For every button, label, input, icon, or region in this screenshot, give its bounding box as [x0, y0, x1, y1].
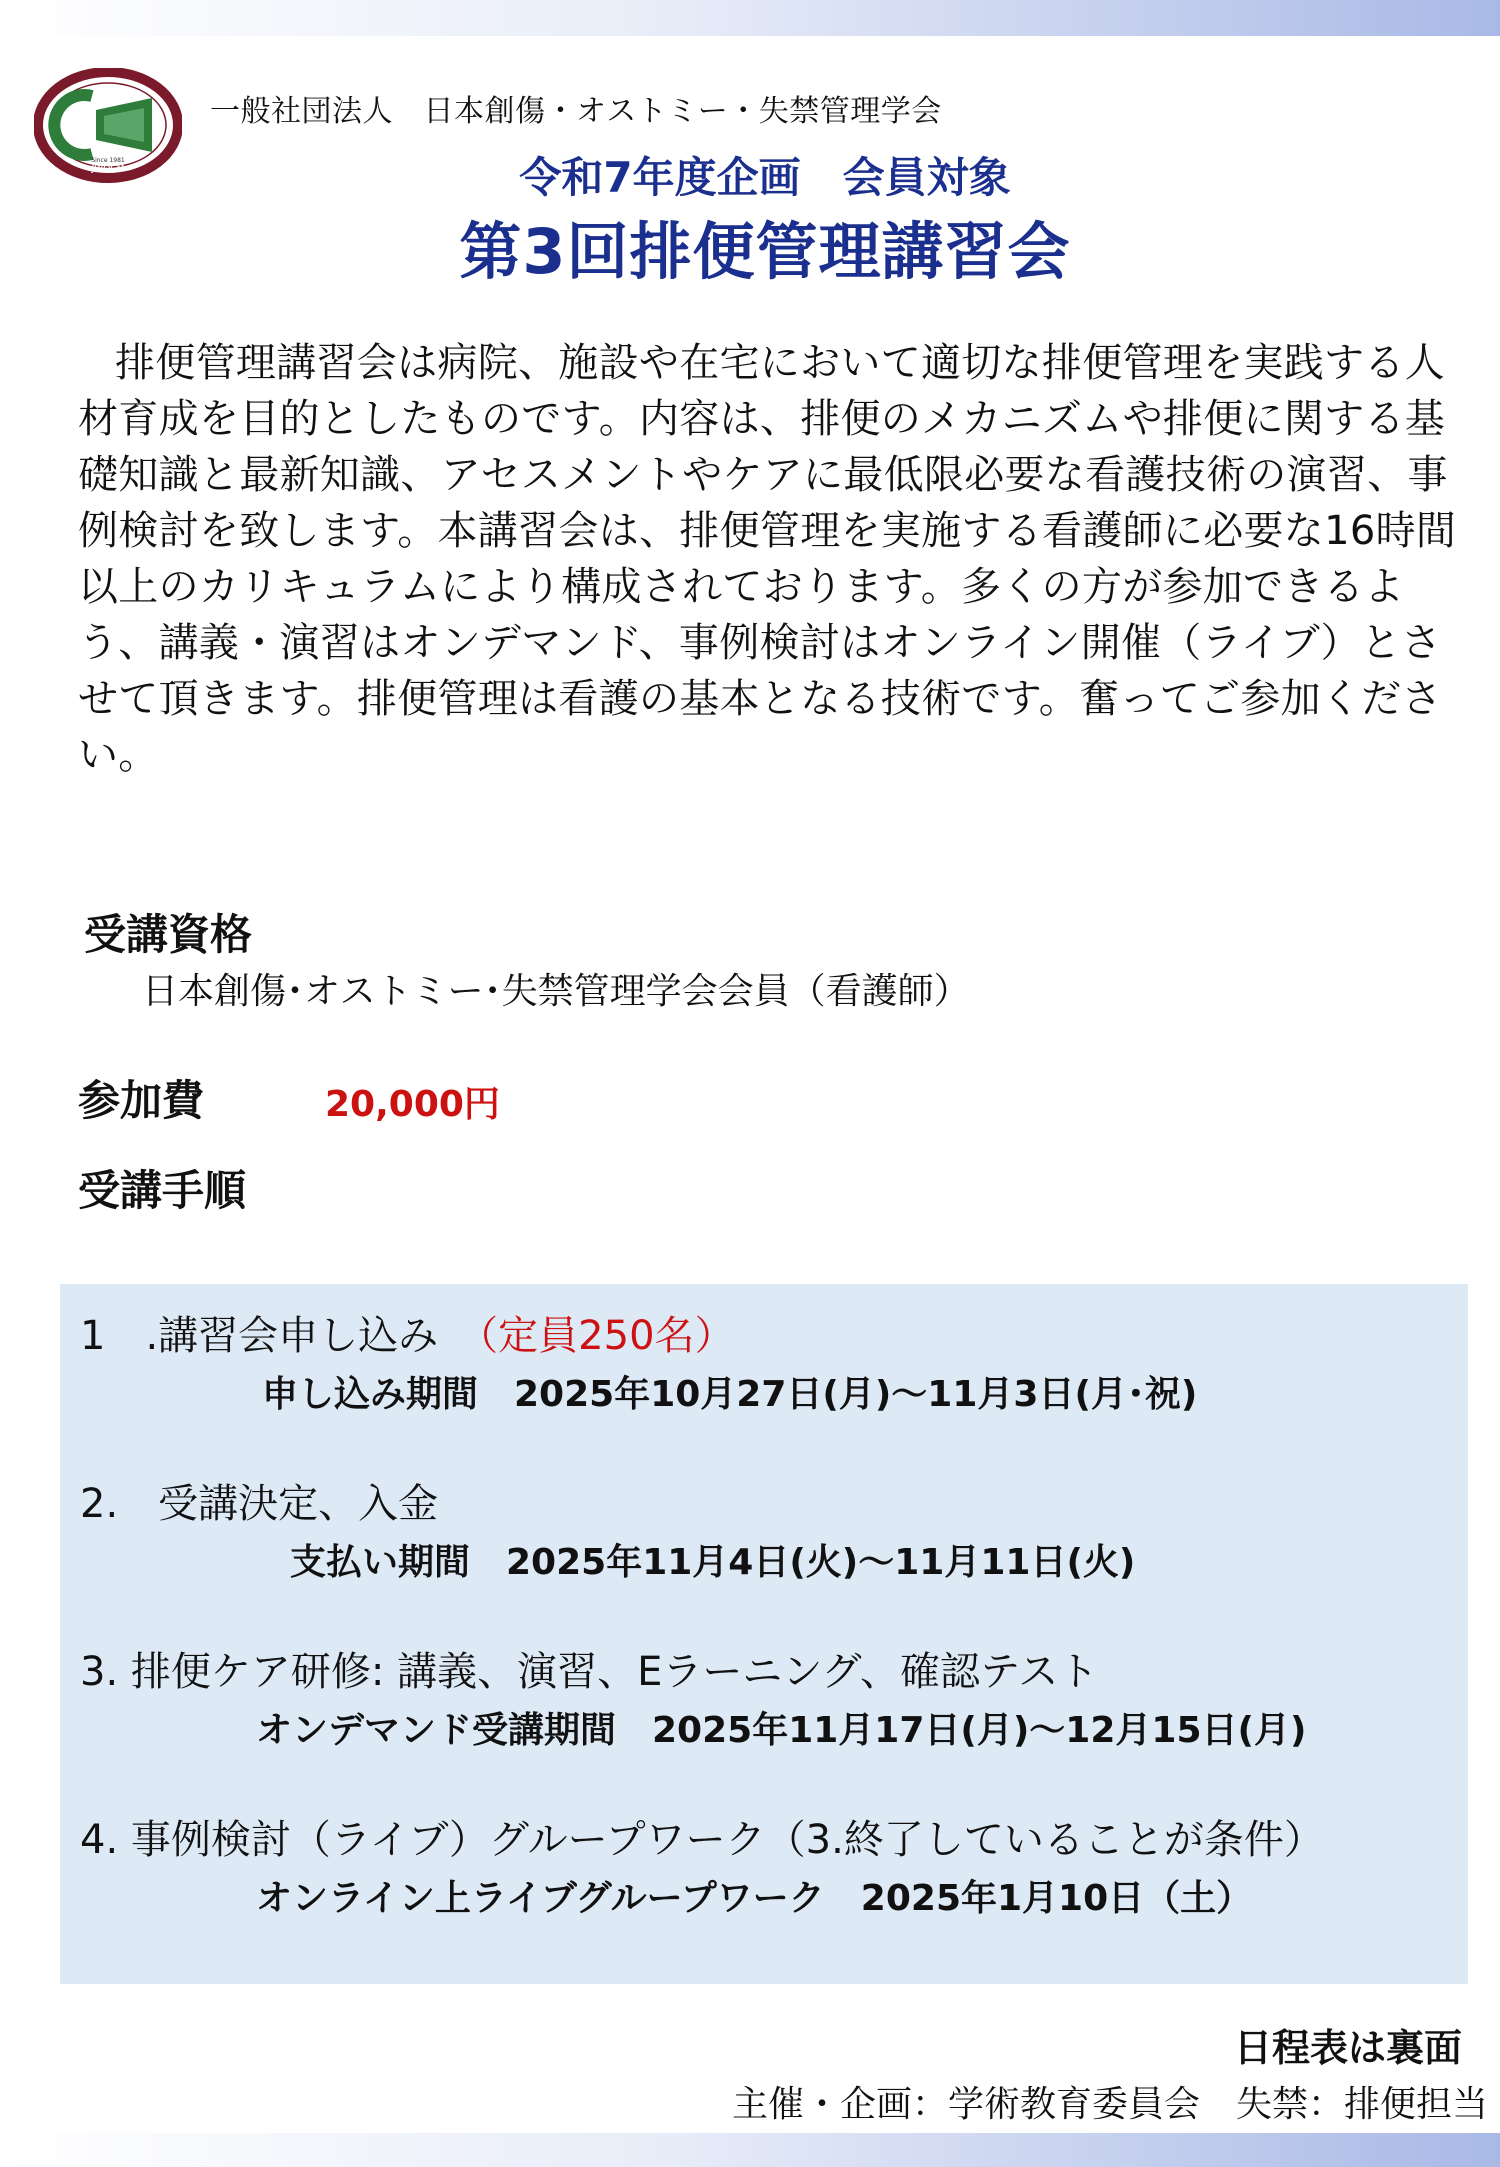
- step-4-label: 4. 事例検討（ライブ）グループワーク（3.終了していることが条件）: [80, 1817, 1324, 1863]
- step-3-period: オンデマンド受講期間 2025年11月17日(月)～12月15日(月): [256, 1710, 1307, 1751]
- logo-since: Since 1981: [91, 157, 125, 164]
- top-gradient-band: [0, 0, 1500, 36]
- step-2-period: 支払い期間 2025年11月4日(火)～11月11日(火): [290, 1542, 1136, 1583]
- event-title: 第3回排便管理講習会: [459, 215, 1071, 288]
- schedule-note: 日程表は裏面: [1233, 2026, 1462, 2070]
- step-4-period: オンライン上ライブグループワーク 2025年1月10日（土）: [256, 1878, 1253, 1919]
- step-1-label: 1 .講習会申し込み （定員250名）: [80, 1313, 735, 1359]
- step-1-period: 申し込み期間 2025年10月27日(月)～11月3日(月･祝): [262, 1374, 1198, 1415]
- organization-name: 一般社団法人 日本創傷・オストミー・失禁管理学会: [210, 94, 942, 129]
- procedure-steps-box: [60, 1284, 1468, 1984]
- fee-amount: 20,000円: [325, 1084, 500, 1125]
- qualification-text: 日本創傷･オストミー･失禁管理学会会員（看護師）: [142, 971, 970, 1012]
- logo-acronym: JWOCM: [91, 164, 125, 174]
- organizer-footer: 主催・企画：学術教育委員会 失禁：排便担当: [731, 2084, 1488, 2125]
- step-2-label: 2. 受講決定、入金: [80, 1481, 439, 1527]
- event-subtitle: 令和7年度企画 会員対象: [519, 153, 1011, 202]
- intro-paragraph: 排便管理講習会は病院、施設や在宅において適切な排便管理を実践する人材育成を目的としたものです。内容は、排便のメカニズムや排便に関する基礎知識と最新知識、アセスメントやケアに最低限必要な看護技術の演習、事例検討を致します。本講習会は、排便管理を実施する看護師に必要な16時間以上のカリキュラムにより構成されております。多くの方が参加できるよう、講義・演習はオンデマンド、事例検討はオンライン開催（ライブ）とさせて頂きます。排便管理は看護の基本となる技術です。奮ってご参加ください。: [78, 340, 1457, 778]
- procedure-heading: 受講手順: [78, 1166, 247, 1215]
- step-3-label: 3. 排便ケア研修: 講義、演習、Eラーニング、確認テスト: [80, 1649, 1099, 1695]
- bottom-gradient-band: [0, 2133, 1500, 2167]
- qualification-heading: 受講資格: [84, 910, 253, 959]
- step-1-capacity: （定員250名）: [478, 1313, 735, 1359]
- fee-heading: 参加費: [78, 1076, 205, 1125]
